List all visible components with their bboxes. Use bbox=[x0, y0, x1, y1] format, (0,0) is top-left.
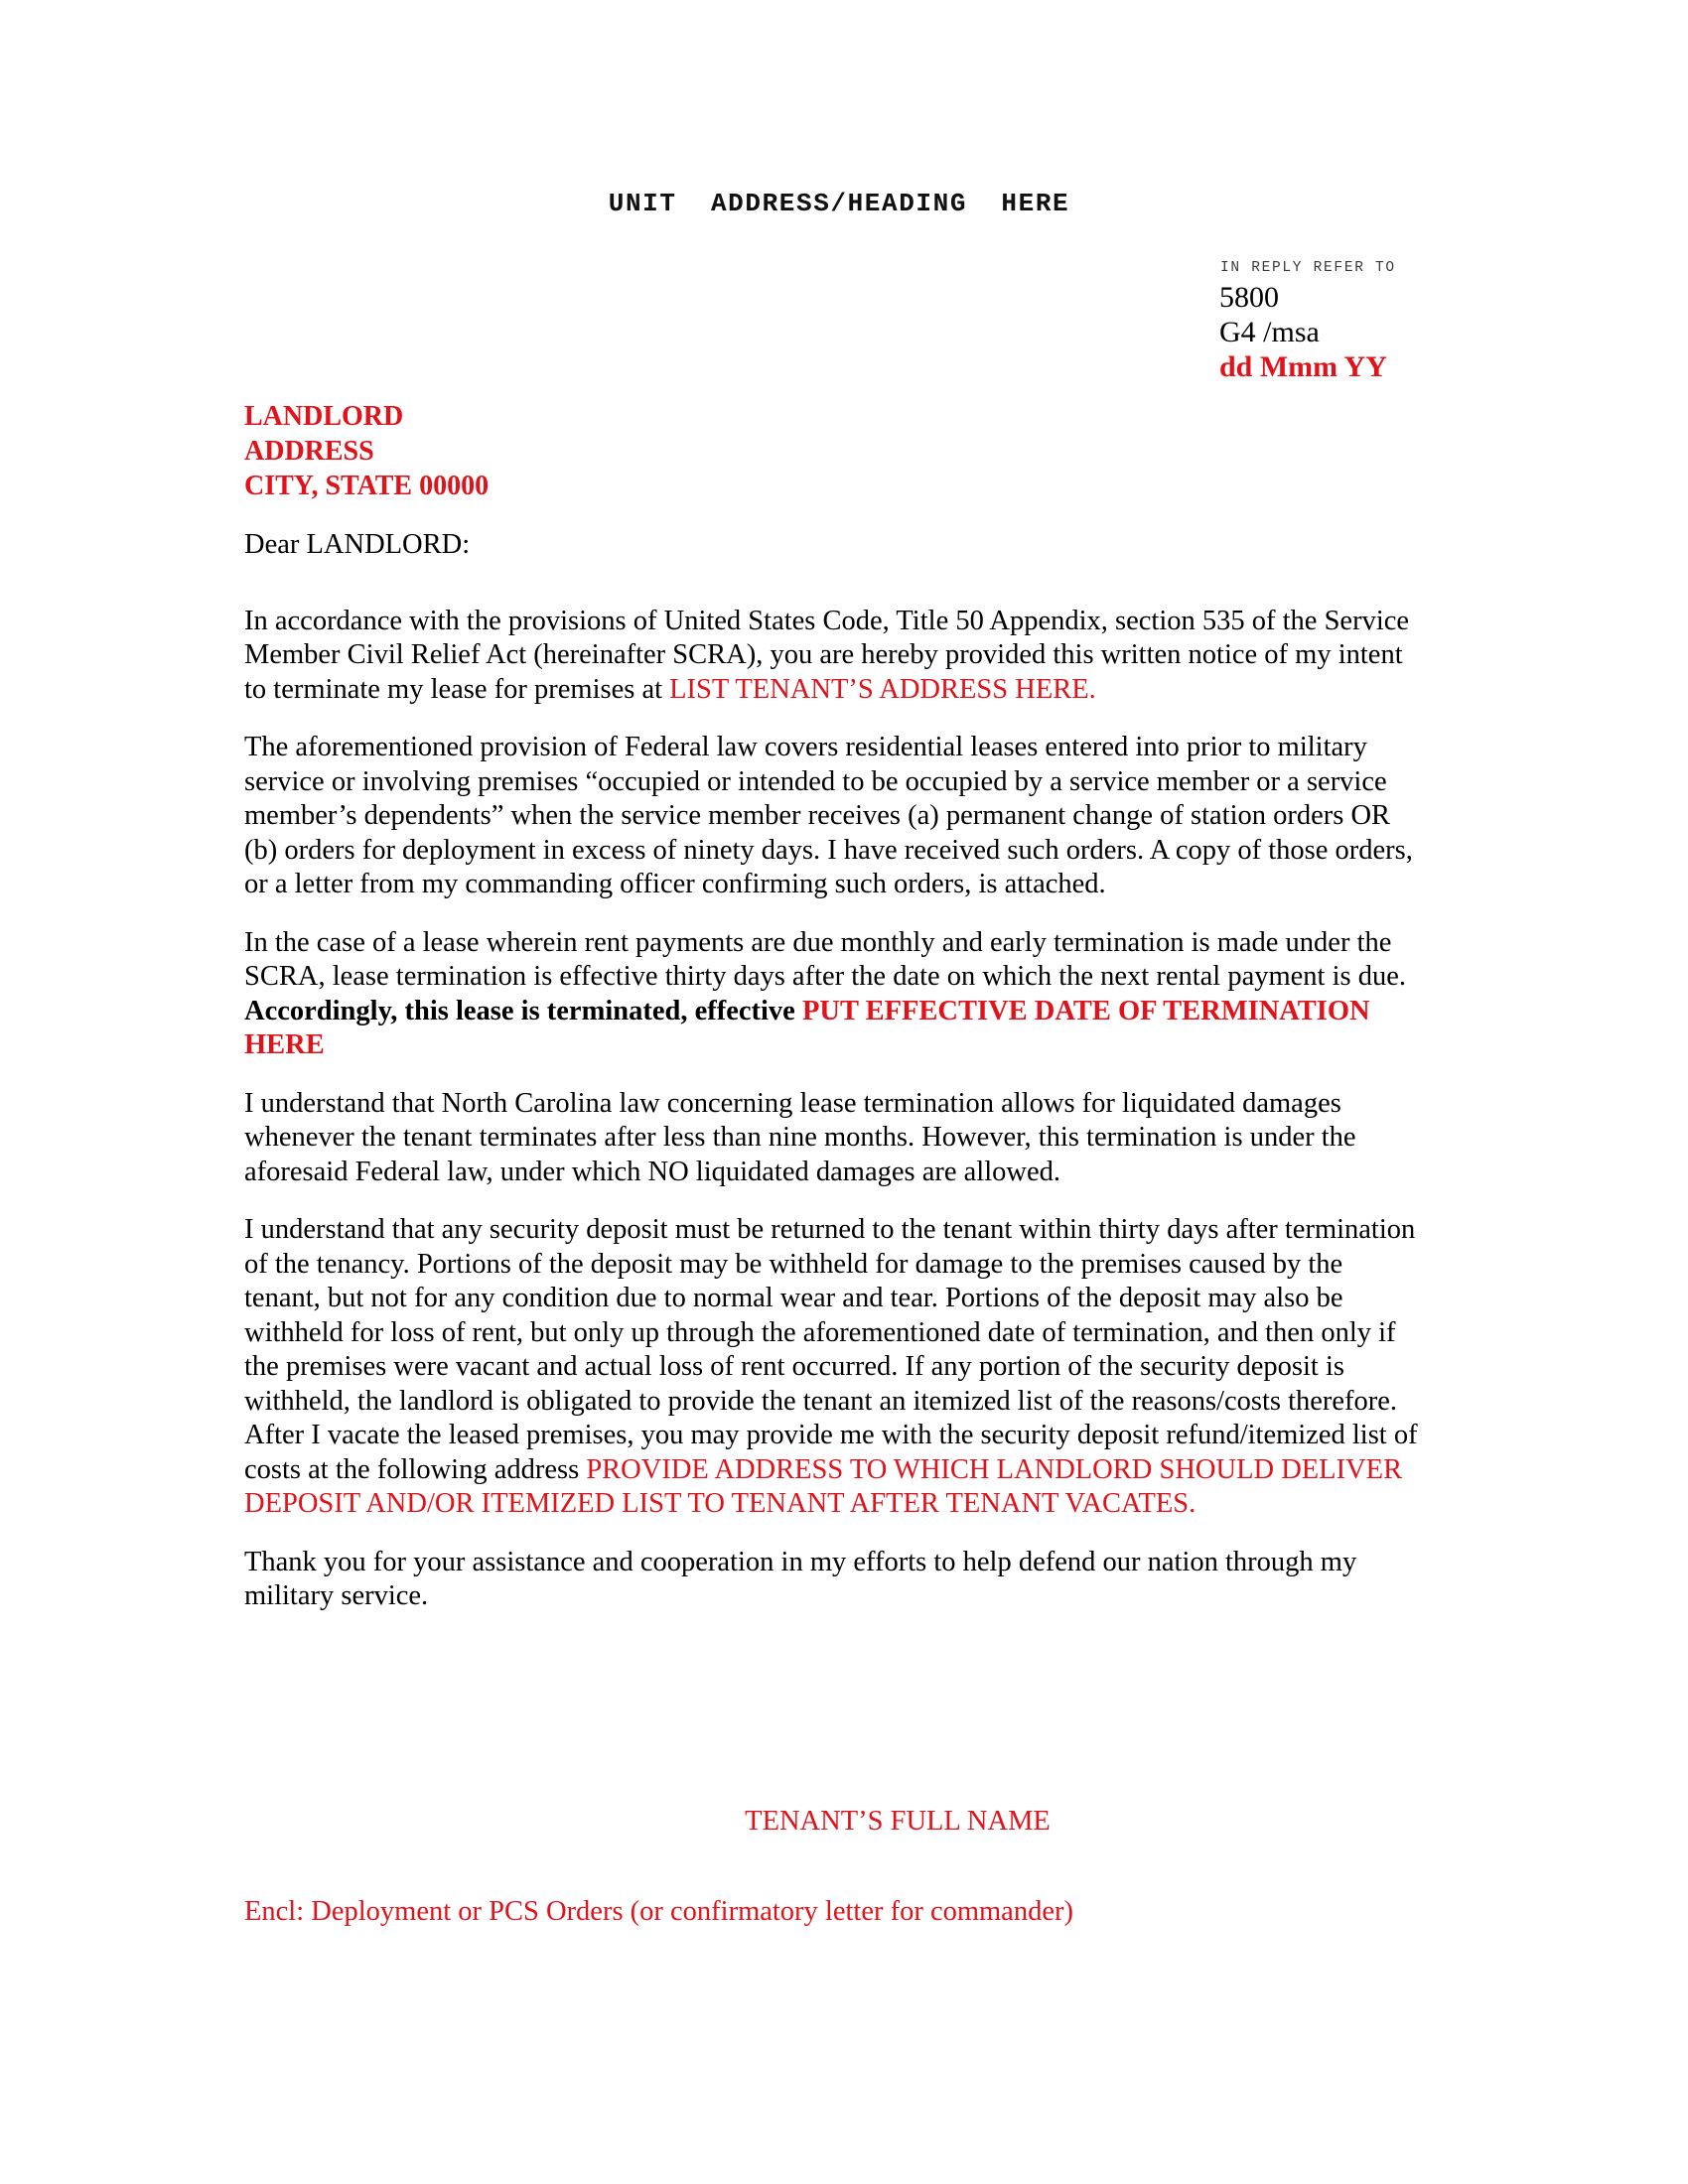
salutation: Dear LANDLORD: bbox=[244, 529, 471, 560]
in-reply-refer-to-block bbox=[1219, 260, 1547, 384]
paragraph-5-text: I understand that any security deposit must be returned to the tenant within thirty days after termination of the tenancy. Portions of the deposit may be withheld for damage to the premises caused by the tenant, but not for any condition due to normal wear and tear. Portions of the deposit may also be withheld for loss of rent, but only up through the aforementioned date of termination, and then only if the premises were vacant and actual loss of rent occurred. If any portion of the security deposit is withheld, the landlord is obligated to provide the tenant an itemized list of the reasons/costs therefore. After I vacate the leased premises, you may provide me with the security deposit refund/itemized list of costs at the following address bbox=[244, 1214, 1418, 1485]
enclosure-line: Encl: Deployment or PCS Orders (or confirmatory letter for commander) bbox=[244, 1895, 1073, 1927]
tenant-address-placeholder: LIST TENANT’S ADDRESS HERE. bbox=[669, 673, 1096, 705]
reply-code: 5800 bbox=[1219, 281, 1279, 314]
landlord-address-block bbox=[244, 399, 489, 503]
tenant-name-placeholder: TENANT’S FULL NAME bbox=[745, 1806, 1051, 1837]
paragraph-2: The aforementioned provision of Federal law covers residential leases entered into prior to military service or involving premises “occupied or intended to be occupied by a service member or a service member’s dependents” when the service member receives (a) permanent change of station orders OR (b) orders for deployment in excess of ninety days. I have received such orders. A copy of those orders, or a letter from my commanding officer confirming such orders, is attached. bbox=[244, 732, 1413, 899]
paragraph-1 bbox=[244, 605, 1422, 708]
paragraph-6: Thank you for your assistance and cooperation in my efforts to help defend our nation through my military service. bbox=[244, 1546, 1357, 1611]
landlord-address-line-1: LANDLORD bbox=[244, 401, 404, 432]
paragraph-3 bbox=[244, 926, 1422, 1063]
reply-office-code: G4 /msa bbox=[1219, 316, 1320, 348]
landlord-address-line-2: ADDRESS bbox=[244, 436, 374, 467]
signature-block bbox=[244, 1805, 1422, 1929]
deposit-delivery-address-placeholder: PROVIDE ADDRESS TO WHICH LANDLORD SHOULD DELIVER DEPOSIT AND/OR ITEMIZED LIST TO TENANT AFTER TENANT VACATES. bbox=[244, 1453, 1403, 1519]
effective-date-placeholder: PUT EFFECTIVE DATE OF TERMINATION HERE bbox=[244, 995, 1370, 1060]
landlord-address-line-3: CITY, STATE 00000 bbox=[244, 471, 490, 501]
paragraph-5 bbox=[244, 1213, 1422, 1522]
reply-date-placeholder: dd Mmm YY bbox=[1219, 350, 1387, 383]
paragraph-1-text: In accordance with the provisions of United States Code, Title 50 Appendix, section 535 of the Service Member Civil Relief Act (hereinafter SCRA), you are hereby provided this written notice of my intent to terminate my lease for premises at bbox=[244, 605, 1410, 705]
in-reply-refer-to-label: IN REPLY REFER TO bbox=[1220, 260, 1396, 276]
letter-body bbox=[244, 528, 1422, 1638]
unit-heading: UNIT ADDRESS/HEADING HERE bbox=[608, 189, 1070, 218]
paragraph-3-emphasis: Accordingly, this lease is terminated, effective bbox=[244, 995, 802, 1026]
paragraph-3-text: In the case of a lease wherein rent payments are due monthly and early termination is made under the SCRA, lease termination is effective thirty days after the date on which the next rental payment is due. bbox=[244, 926, 1407, 992]
paragraph-4: I understand that North Carolina law concerning lease termination allows for liquidated damages whenever the tenant terminates after less than nine months. However, this termination is under the aforesaid Federal law, under which NO liquidated damages are allowed. bbox=[244, 1087, 1356, 1187]
